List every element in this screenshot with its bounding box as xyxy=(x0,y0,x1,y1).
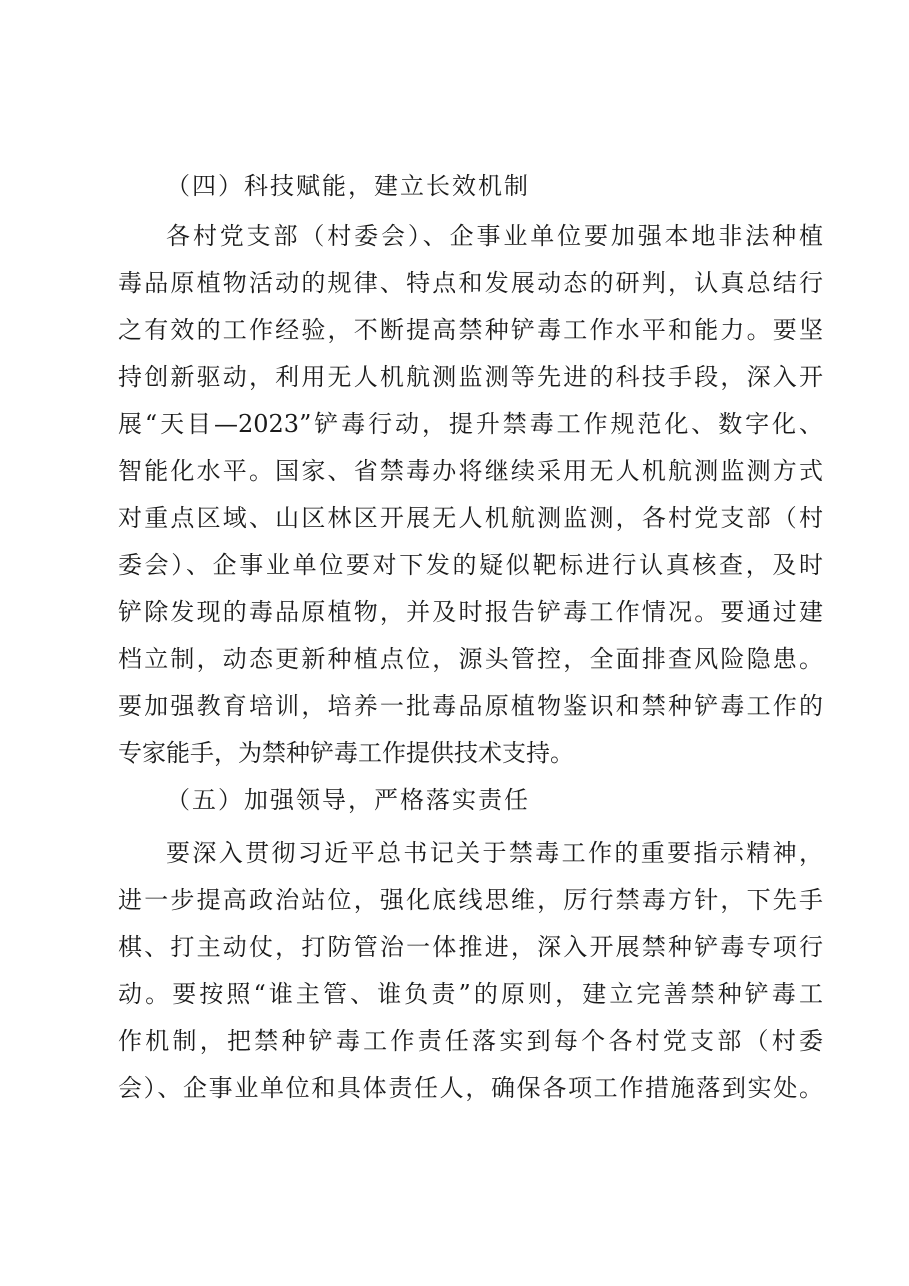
paragraph-line: 棋、打主动仗，打防管治一体推进，深入开展禁种铲毒专项行 xyxy=(118,933,823,961)
paragraph-line: 展“天目—2023”铲毒行动，提升禁毒工作规范化、数字化、 xyxy=(118,410,823,438)
paragraph-line: 铲除发现的毒品原植物，并及时报告铲毒工作情况。要通过建 xyxy=(118,598,823,626)
paragraph-line: 要深入贯彻习近平总书记关于禁毒工作的重要指示精神， xyxy=(166,839,823,867)
paragraph-line: 作机制，把禁种铲毒工作责任落实到每个各村党支部（村委 xyxy=(118,1027,823,1055)
paragraph-line: 要加强教育培训，培养一批毒品原植物鉴识和禁种铲毒工作的 xyxy=(118,692,823,720)
paragraph-line: 档立制，动态更新种植点位，源头管控，全面排查风险隐患。 xyxy=(118,645,823,673)
section-heading-5: （五）加强领导，严格落实责任 xyxy=(166,786,530,814)
paragraph-line: 持创新驱动，利用无人机航测监测等先进的科技手段，深入开 xyxy=(118,363,823,391)
paragraph-line: 毒品原植物活动的规律、特点和发展动态的研判，认真总结行 xyxy=(118,269,823,297)
paragraph-line: 动。要按照“谁主管、谁负责”的原则，建立完善禁种铲毒工 xyxy=(118,980,823,1008)
paragraph-line: 之有效的工作经验，不断提高禁种铲毒工作水平和能力。要坚 xyxy=(118,316,823,344)
paragraph-line: 智能化水平。国家、省禁毒办将继续采用无人机航测监测方式 xyxy=(118,457,823,485)
paragraph-line: 委会）、企事业单位要对下发的疑似靶标进行认真核查，及时 xyxy=(118,551,823,579)
paragraph-line: 进一步提高政治站位，强化底线思维，厉行禁毒方针，下先手 xyxy=(118,886,823,914)
section-heading-4: （四）科技赋能，建立长效机制 xyxy=(166,172,530,200)
paragraph-line: 会）、企事业单位和具体责任人，确保各项工作措施落到实处。 xyxy=(118,1074,823,1102)
paragraph-line: 专家能手，为禁种铲毒工作提供技术支持。 xyxy=(118,739,574,767)
paragraph-line: 各村党支部（村委会）、企事业单位要加强本地非法种植 xyxy=(166,222,823,250)
paragraph-line: 对重点区域、山区林区开展无人机航测监测，各村党支部（村 xyxy=(118,504,823,532)
